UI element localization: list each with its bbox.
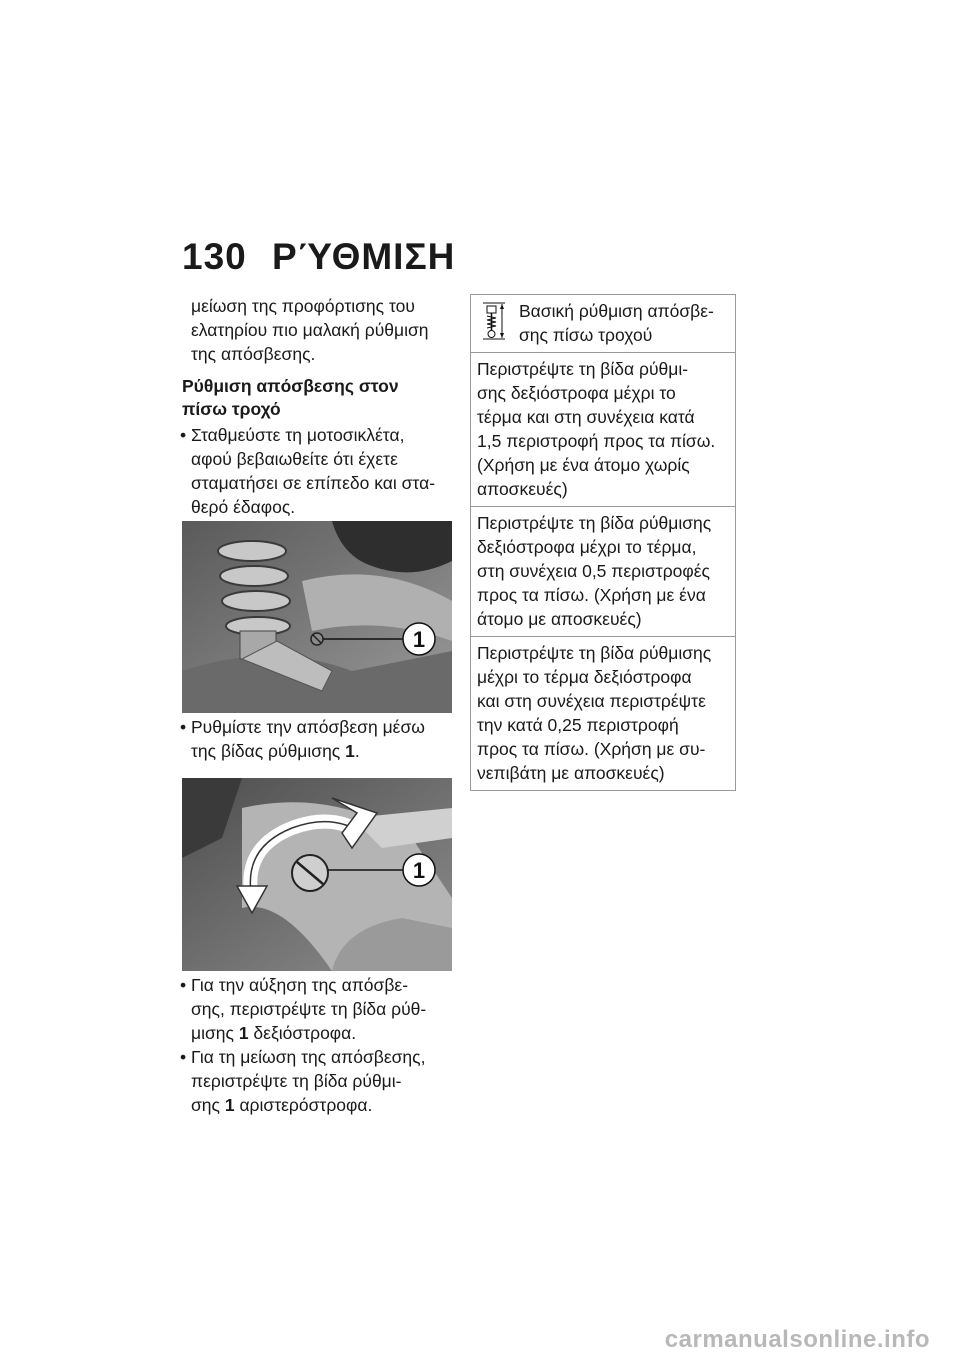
adjuster-screw-photo — [182, 778, 452, 971]
watermark: carmanualsonline.info — [664, 1326, 930, 1353]
intro-line: ελατηρίου πιο μαλακή ρύθμιση — [191, 320, 429, 340]
shock-absorber-photo — [182, 521, 452, 713]
table-row: Περιστρέψτε τη βίδα ρύθμισης μέχρι το τέρμα δεξιόστροφα και στη συνέχεια περιστρέψτε την κατά 0,25 περιστροφή προς τα πίσω. (Χρήση με συ- νεπιβάτη με αποσκευές) — [471, 636, 735, 790]
rotation-arrow-icon — [182, 778, 452, 971]
intro-text — [182, 294, 454, 519]
instruction-increase-decrease — [182, 973, 454, 1117]
intro-line: της απόσβεσης. — [191, 344, 316, 364]
bullet-icon: • — [180, 1047, 187, 1067]
table-row: Περιστρέψτε τη βίδα ρύθμισης δεξιόστροφα μέχρι το τέρμα, στη συνέχεια 0,5 περιστροφές προς τα πίσω. (Χρήση με ένα άτομο με αποσκευές) — [471, 506, 735, 636]
intro-line: μείωση της προφόρτισης του — [191, 296, 415, 316]
bullet-icon: • — [180, 425, 187, 445]
callout-1: 1 — [412, 858, 426, 883]
bullet-icon: • — [180, 975, 187, 995]
ref-1: 1 — [345, 741, 355, 761]
shock-absorber-icon — [481, 301, 507, 347]
instruction-increase: • Για την αύξηση της απόσβε- σης, περιστρέψτε τη βίδα ρύθ- μισης 1 δεξιόστροφα. — [180, 975, 427, 1043]
instruction-park: • Σταθμεύστε τη μοτοσικλέτα, αφού βεβαιωθείτε ότι έχετε σταματήσει σε επίπεδο και στα- θερό έδαφος. — [180, 425, 436, 517]
callout-1: 1 — [412, 627, 426, 652]
ref-1: 1 — [224, 1095, 235, 1115]
instruction-adjust: • Ρυθμίστε την απόσβεση μέσω της βίδας ρύθμισης 1. — [180, 717, 425, 761]
ref-1: 1 — [238, 1023, 249, 1043]
bullet-icon: • — [180, 717, 187, 737]
instruction-decrease: • Για τη μείωση της απόσβεσης, περιστρέψτε τη βίδα ρύθμι- σης 1 αριστερόστροφα. — [180, 1047, 426, 1115]
damping-settings-table — [470, 294, 736, 791]
section-heading: Ρύθμιση απόσβεσης στον πίσω τροχό — [182, 376, 399, 419]
table-row: Περιστρέψτε τη βίδα ρύθμι- σης δεξιόστροφα μέχρι το τέρμα και στη συνέχεια κατά 1,5 περιστροφή προς τα πίσω. (Χρήση με ένα άτομο χωρίς αποσκευές) — [471, 352, 735, 506]
page-title: ΡΎΘΜΙΣΗ — [272, 236, 456, 277]
shock-absorber-icon — [182, 521, 452, 713]
page-number: 130 — [182, 236, 247, 277]
table-header: Βασική ρύθμιση απόσβε- σης πίσω τροχού — [471, 295, 735, 352]
